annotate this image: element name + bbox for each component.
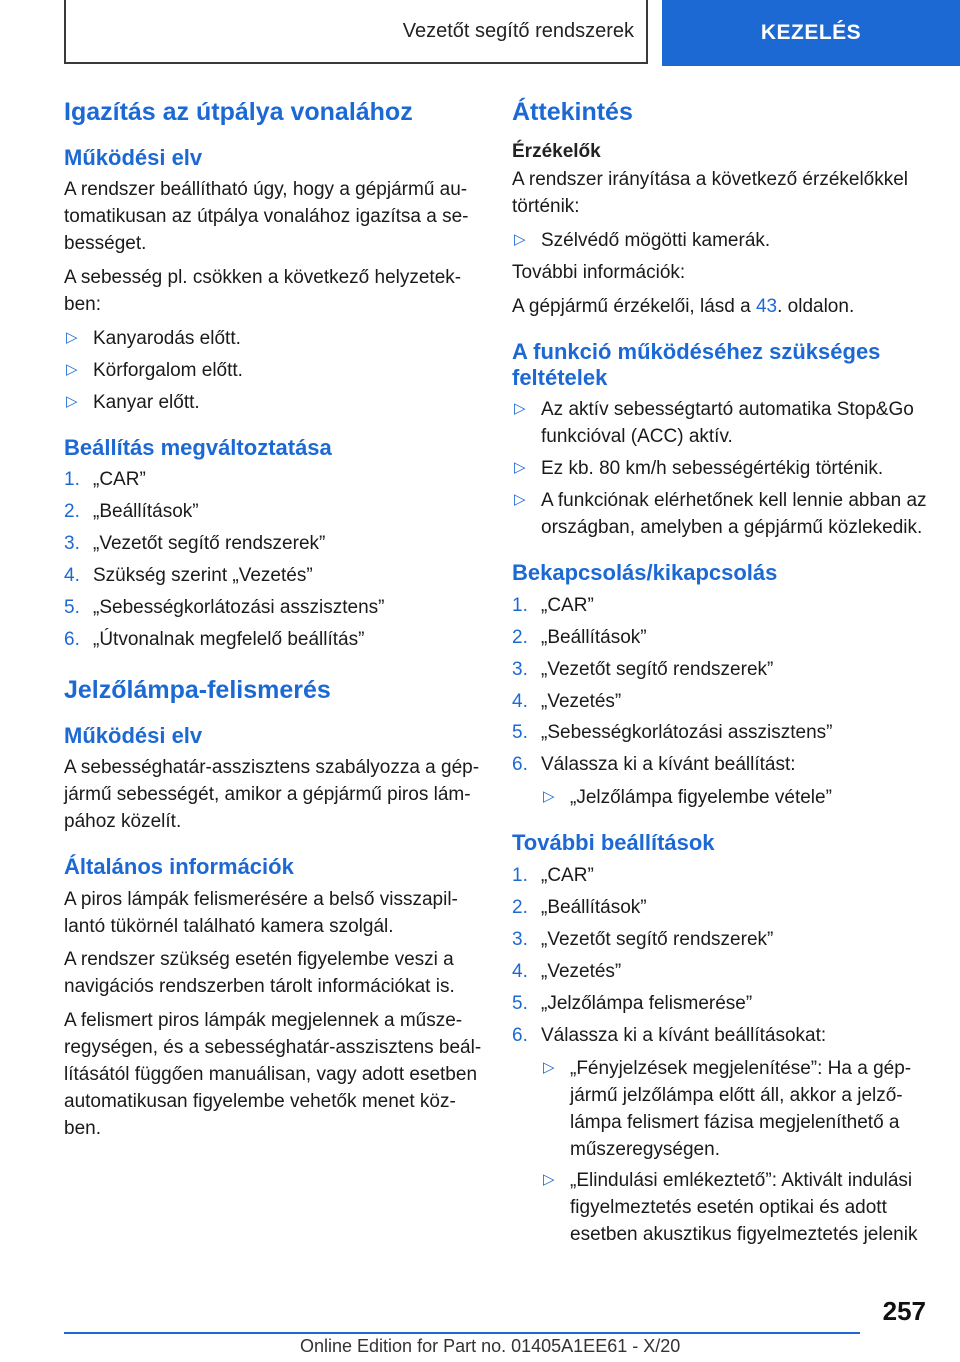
- step-item: [512, 625, 932, 652]
- triangle-bullet-icon: ▷: [66, 392, 78, 410]
- step-number: 1.: [512, 594, 528, 616]
- step-item: [512, 991, 932, 1018]
- list-item: [64, 326, 484, 353]
- section-title-traffic-light-recognition: Jelzőlámpa-felismerés: [64, 676, 331, 705]
- footer-divider: [64, 1332, 860, 1334]
- step-text: „CAR”: [93, 469, 146, 491]
- sub-bullet-list: [541, 1056, 932, 1250]
- list-item-text: „Fényjelzések megjelenítése”: Ha a gép-jármű jelzőlámpa előtt áll, akkor a jelző-lámpa felismert fázisa megjeleníthető a műszeregységen.: [570, 1057, 912, 1160]
- list-item-text: „Elindulási emlékeztető”: Aktivált indulási figyelmeztetés esetén optikai és adott esetben akusztikus figyelmeztetés jelenik: [570, 1170, 918, 1246]
- paragraph: A rendszer beállítható úgy, hogy a gépjármű au-tomatikusan az útpálya vonalához igazítsa a se-bességet.: [64, 179, 469, 255]
- step-list: [64, 467, 484, 654]
- step-text: „Vezetőt segítő rendszerek”: [541, 928, 774, 950]
- bullet-list: [512, 228, 932, 255]
- bullet-list: [512, 397, 932, 542]
- step-number: 3.: [512, 658, 528, 680]
- triangle-bullet-icon: ▷: [66, 360, 78, 378]
- step-number: 1.: [64, 469, 80, 491]
- left-column: [64, 98, 484, 1150]
- step-text: „Vezetés”: [541, 960, 622, 982]
- triangle-bullet-icon: ▷: [543, 788, 555, 806]
- step-number: 6.: [64, 629, 80, 651]
- step-number: 2.: [64, 501, 80, 523]
- triangle-bullet-icon: ▷: [514, 400, 526, 418]
- paragraph: A rendszer szükség esetén figyelembe veszi a navigációs rendszerben tárolt információkat is.: [64, 949, 455, 998]
- page-reference-link[interactable]: 43: [755, 295, 778, 317]
- step-number: 3.: [512, 928, 528, 950]
- list-item: [64, 390, 484, 417]
- step-item: [64, 467, 484, 494]
- bullet-list: [64, 326, 484, 417]
- list-item: [541, 1168, 932, 1249]
- step-text: Válassza ki a kívánt beállításokat:: [541, 1024, 827, 1046]
- list-item-text: Az aktív sebességtartó automatika Stop&Go funkcióval (ACC) aktív.: [541, 399, 914, 448]
- step-number: 6.: [512, 1024, 528, 1046]
- heading-operating-principle: Működési elv: [64, 144, 203, 170]
- step-text: „Vezetőt segítő rendszerek”: [541, 658, 774, 680]
- paragraph: A sebességhatár-asszisztens szabályozza a gép-jármű sebességét, amikor a gépjármű piros lám-pához közelít.: [64, 757, 480, 833]
- heading-on-off: Bekapcsolás/kikapcsolás: [512, 560, 778, 586]
- sub-bullet-list: [541, 785, 932, 812]
- step-number: 3.: [64, 533, 80, 555]
- step-text: „CAR”: [541, 864, 594, 886]
- heading-operating-principle: Működési elv: [64, 722, 203, 748]
- list-item-text: Szélvédő mögötti kamerák.: [541, 229, 771, 251]
- step-item: [512, 657, 932, 684]
- list-item: [541, 785, 932, 812]
- step-text: „Vezetőt segítő rendszerek”: [93, 533, 326, 555]
- list-item: [64, 358, 484, 385]
- list-item: [512, 488, 932, 542]
- heading-function-requirements: A funkció működéséhez szükséges feltételek: [512, 338, 881, 390]
- header-section-title-box: [64, 0, 648, 64]
- paragraph: A sebesség pl. csökken a következő helyzetek-ben:: [64, 267, 462, 316]
- list-item-text: Körforgalom előtt.: [93, 359, 243, 381]
- step-item: [512, 927, 932, 954]
- step-number: 2.: [512, 896, 528, 918]
- step-number: 6.: [512, 754, 528, 776]
- footer-edition-text: Online Edition for Part no. 01405A1EE61 - X/20: [300, 1336, 681, 1356]
- list-item: [541, 1056, 932, 1164]
- step-number: 4.: [512, 960, 528, 982]
- header-tab-label: KEZELÉS: [760, 21, 862, 44]
- page-number: 257: [882, 1296, 926, 1326]
- list-item-text: Kanyarodás előtt.: [93, 327, 241, 349]
- paragraph: További információk:: [512, 261, 686, 283]
- section-title-lane-alignment: Igazítás az útpálya vonalához: [64, 98, 413, 126]
- paragraph: A felismert piros lámpák megjelennek a műsze-regységen, és a sebességhatár-asszisztens beál-lításától függően manuálisan, vagy adott esetben automatikusan figyelembe vehetők menet köz-ben.: [64, 1010, 482, 1140]
- step-number: 5.: [512, 992, 528, 1014]
- heading-change-setting: Beállítás megváltoztatása: [64, 434, 332, 460]
- subheading-sensors: Érzékelők: [512, 140, 601, 162]
- triangle-bullet-icon: ▷: [543, 1058, 555, 1076]
- step-item: [512, 959, 932, 986]
- step-item: [64, 531, 484, 558]
- list-item-text: A funkciónak elérhetőnek kell lennie abban az országban, amelyben a gépjármű közlekedik.: [541, 490, 927, 539]
- step-text: „Jelzőlámpa felismerése”: [541, 992, 753, 1014]
- step-text: „Beállítások”: [541, 626, 647, 648]
- heading-further-settings: További beállítások: [512, 830, 715, 856]
- step-text: „Sebességkorlátozási asszisztens”: [93, 597, 385, 619]
- step-item: [64, 563, 484, 590]
- header-tab-kezeles[interactable]: [662, 0, 960, 66]
- step-item: [512, 863, 932, 890]
- list-item: [512, 456, 932, 483]
- step-item: [64, 627, 484, 654]
- step-item: [64, 499, 484, 526]
- step-item: [512, 720, 932, 747]
- step-text: Válassza ki a kívánt beállítást:: [541, 754, 796, 776]
- step-text: „Vezetés”: [541, 690, 622, 712]
- list-item-text: „Jelzőlámpa figyelembe vétele”: [570, 787, 832, 809]
- triangle-bullet-icon: ▷: [514, 459, 526, 477]
- paragraph-with-link: [512, 294, 932, 321]
- step-list: [512, 863, 932, 1250]
- right-column: [512, 98, 932, 1254]
- paragraph: A piros lámpák felismerésére a belső visszapil-lantó tükörnél található kamera szolgál.: [64, 888, 458, 937]
- list-item-text: Kanyar előtt.: [93, 391, 200, 413]
- step-number: 1.: [512, 864, 528, 886]
- step-number: 5.: [64, 597, 80, 619]
- step-item: [512, 895, 932, 922]
- step-text: Szükség szerint „Vezetés”: [93, 565, 313, 587]
- step-item: [512, 752, 932, 812]
- text: . oldalon.: [777, 295, 855, 317]
- text: A gépjármű érzékelői, lásd a: [512, 295, 756, 317]
- triangle-bullet-icon: ▷: [514, 230, 526, 248]
- triangle-bullet-icon: ▷: [543, 1171, 555, 1189]
- step-number: 4.: [512, 690, 528, 712]
- step-number: 2.: [512, 626, 528, 648]
- step-item: [512, 593, 932, 620]
- step-number: 5.: [512, 722, 528, 744]
- step-text: „Beállítások”: [93, 501, 199, 523]
- step-text: „Beállítások”: [541, 896, 647, 918]
- step-text: „Útvonalnak megfelelő beállítás”: [93, 629, 365, 651]
- list-item-text: Ez kb. 80 km/h sebességértékig történik.: [541, 458, 884, 480]
- triangle-bullet-icon: ▷: [66, 328, 78, 346]
- paragraph: A rendszer irányítása a következő érzékelőkkel történik:: [512, 168, 909, 217]
- triangle-bullet-icon: ▷: [514, 491, 526, 509]
- header-section-title: Vezetőt segítő rendszerek: [402, 19, 634, 42]
- heading-general-info: Általános információk: [64, 854, 294, 880]
- step-item: [512, 1023, 932, 1250]
- step-item: [512, 689, 932, 716]
- section-title-overview: Áttekintés: [512, 98, 633, 126]
- step-list: [512, 593, 932, 813]
- list-item: [512, 397, 932, 451]
- step-text: „Sebességkorlátozási asszisztens”: [541, 722, 833, 744]
- step-text: „CAR”: [541, 594, 594, 616]
- step-number: 4.: [64, 565, 80, 587]
- step-item: [64, 595, 484, 622]
- list-item: [512, 228, 932, 255]
